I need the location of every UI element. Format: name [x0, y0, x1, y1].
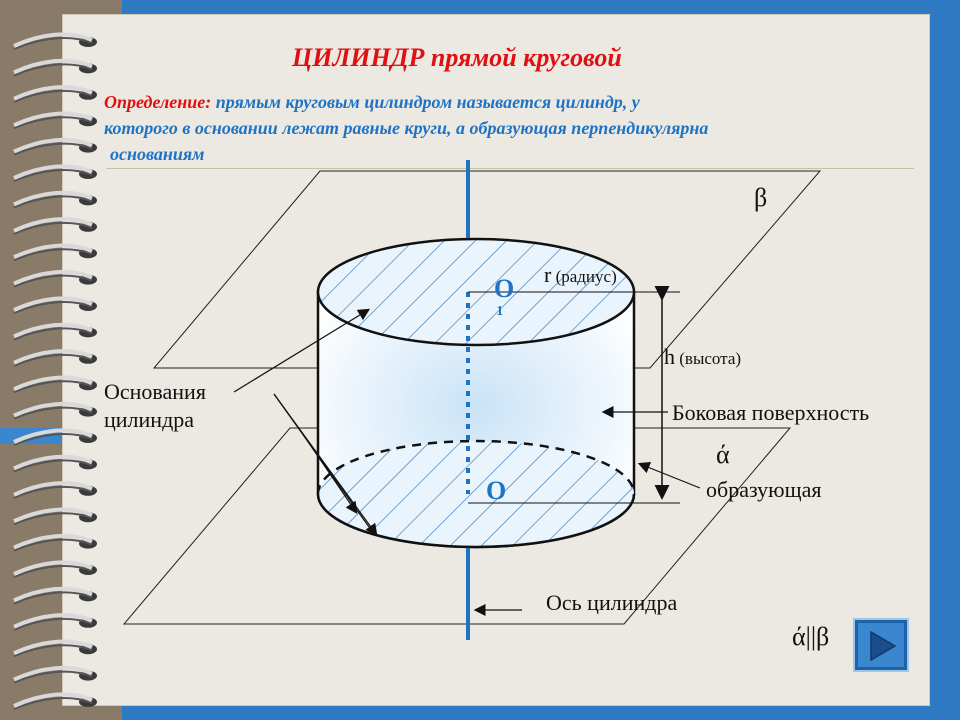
generatrix-arrow	[640, 464, 700, 488]
center-top-label	[494, 274, 521, 320]
generatrix-label: образующая	[706, 477, 822, 502]
bases-label-line-2: цилиндра	[104, 407, 195, 432]
radius-note: (радиус)	[551, 267, 617, 286]
definition-line-3: основаниям	[110, 144, 205, 164]
parallel-planes-label: ά||β	[792, 622, 830, 651]
radius-letter: r	[544, 262, 552, 287]
definition-line-2: которого в основании лежат равные круги, а образующая перпендикулярна	[104, 118, 709, 138]
plane-beta-label: β	[754, 183, 768, 212]
axis-label: Ось цилиндра	[546, 590, 678, 615]
plane-alpha-label: ά	[716, 440, 730, 469]
definition-label: Определение:	[104, 92, 212, 112]
height-letter: h	[664, 344, 675, 369]
bases-label-line-1: Основания	[104, 379, 206, 404]
bases-label	[104, 378, 206, 434]
height-note: (высота)	[675, 349, 742, 368]
center-bottom-label: O	[486, 476, 507, 505]
lateral-surface-label: Боковая поверхность	[672, 400, 870, 425]
play-triangle-icon	[869, 631, 897, 661]
next-slide-button[interactable]	[853, 618, 909, 672]
definition-line-1-text: прямым круговым цилиндром называется цилиндр, у	[211, 92, 640, 112]
center-top-letter: O	[494, 274, 515, 303]
slide-title: ЦИЛИНДР прямой круговой	[292, 43, 622, 72]
center-top-index: 1	[496, 304, 504, 320]
radius-label	[544, 262, 617, 288]
height-label	[664, 344, 741, 370]
